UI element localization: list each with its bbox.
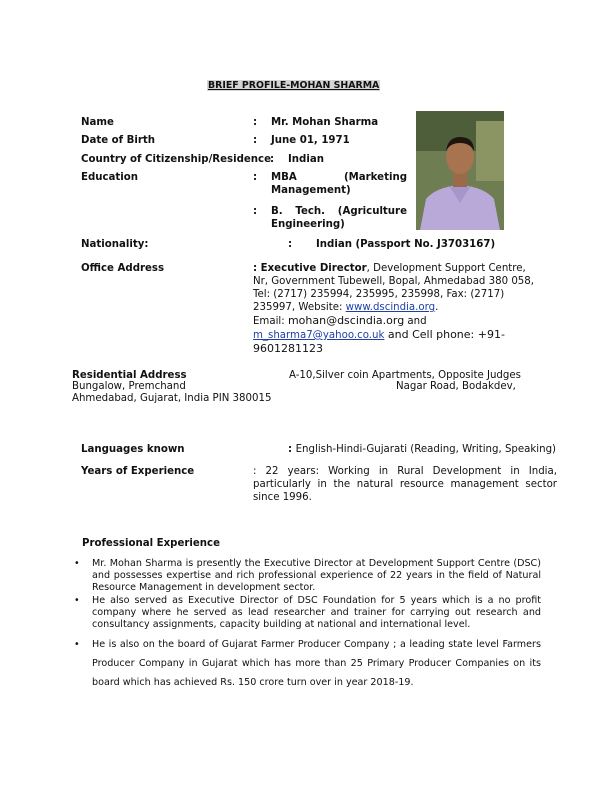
email-primary: mohan@dscindia.org	[287, 314, 405, 327]
languages-colon: :	[288, 444, 296, 455]
citizenship-value: Indian	[288, 154, 324, 165]
name-colon: :	[253, 117, 258, 128]
education-colon-1: :	[253, 172, 258, 183]
website-link[interactable]: www.dscindia.org	[345, 302, 436, 313]
experience-value: : 22 years: Working in Rural Development in India, particularly in the natural resource management sector since 1996.	[253, 466, 557, 503]
residential-line-3: Ahmedabad, Gujarat, India PIN 380015	[72, 393, 272, 404]
list-item-text: He also served as Executive Director of DSC Foundation for 5 years which is a no profit company where he served as lead researcher and trainer for carrying out research and consultancy assignments, capacity building at national and international level.	[92, 595, 541, 630]
nationality-text: Indian	[316, 239, 352, 250]
education-value-2: B. Tech. (Agriculture Engineering)	[271, 206, 407, 230]
office-label: Office Address	[81, 263, 165, 274]
office-address: , Development Support Centre, Nr, Government Tubewell, Bopal, Ahmedabad 380 058, Tel: (2717) 235994, 235995, 235998, Fax: (2717) 235997, Website:	[253, 263, 535, 313]
email-label: Email:	[253, 316, 288, 327]
languages-value: English-Hindi-Gujarati (Reading, Writing, Speaking)	[295, 444, 557, 455]
education-colon-2: :	[253, 206, 258, 217]
passport-number: (Passport No. J3703167)	[355, 239, 496, 250]
office-address-block: : Executive Director, Development Support Centre, Nr, Government Tubewell, Bopal, Ahmedabad 380 058, Tel: (2717) 235994, 235995, 235998, Fax: (2717) 235997, Website: www.dscindia.org. Email: mohan@dscindia.org and m_sharma7@yahoo.co.uk and Cell phone: +91-9601281123	[253, 263, 535, 355]
citizenship-colon: :	[270, 154, 275, 165]
profile-photo	[416, 111, 504, 230]
residential-line-2a: Bungalow, Premchand	[72, 381, 186, 392]
experience-label: Years of Experience	[81, 466, 195, 477]
nationality-label: Nationality:	[81, 239, 149, 250]
bullet-icon: •	[74, 558, 80, 569]
professional-heading: Professional Experience	[82, 538, 220, 549]
email-and: and	[404, 316, 427, 327]
professional-list	[74, 558, 541, 693]
list-item	[74, 558, 541, 594]
bullet-icon: •	[74, 595, 80, 606]
list-item-text: Mr. Mohan Sharma is presently the Executive Director at Development Support Centre (DSC) and possesses expertise and rich professional experience of 22 years in the field of Natural Resource Management in development sector.	[92, 558, 541, 593]
list-item-text: He is also on the board of Gujarat Farmer Producer Company ; a leading state level Farmers Producer Company in Gujarat which has more than 25 Primary Producer Companies on its board which has achieved Rs. 150 crore turn over in year 2018-19.	[92, 639, 541, 688]
citizenship-label: Country of Citizenship/Residence	[81, 154, 271, 165]
page-title: BRIEF PROFILE-MOHAN SHARMA	[208, 80, 380, 91]
office-colon: :	[253, 263, 261, 274]
residential-line-2b: Nagar Road, Bodakdev,	[396, 381, 516, 392]
languages-row	[288, 443, 556, 456]
email-secondary-link[interactable]: m_sharma7@yahoo.co.uk	[253, 330, 385, 341]
cell-phone: and Cell phone: +91-9601281123	[253, 328, 505, 355]
portrait-image	[416, 111, 504, 230]
name-label: Name	[81, 117, 114, 128]
list-item	[74, 595, 541, 631]
languages-label: Languages known	[81, 444, 185, 455]
dob-label: Date of Birth	[81, 135, 156, 146]
education-label: Education	[81, 172, 139, 183]
nationality-value	[316, 238, 495, 251]
office-role: Executive Director	[260, 263, 367, 274]
name-value: Mr. Mohan Sharma	[271, 117, 379, 128]
residential-line-1: A-10,Silver coin Apartments, Opposite Judges	[289, 370, 521, 381]
education-value-1: MBA (Marketing Management)	[271, 172, 407, 196]
nationality-colon: :	[288, 239, 293, 250]
bullet-icon: •	[74, 639, 80, 650]
dob-value: June 01, 1971	[271, 135, 350, 146]
list-item	[74, 635, 541, 692]
residential-label: Residential Address	[72, 370, 187, 381]
dob-colon: :	[253, 135, 258, 146]
